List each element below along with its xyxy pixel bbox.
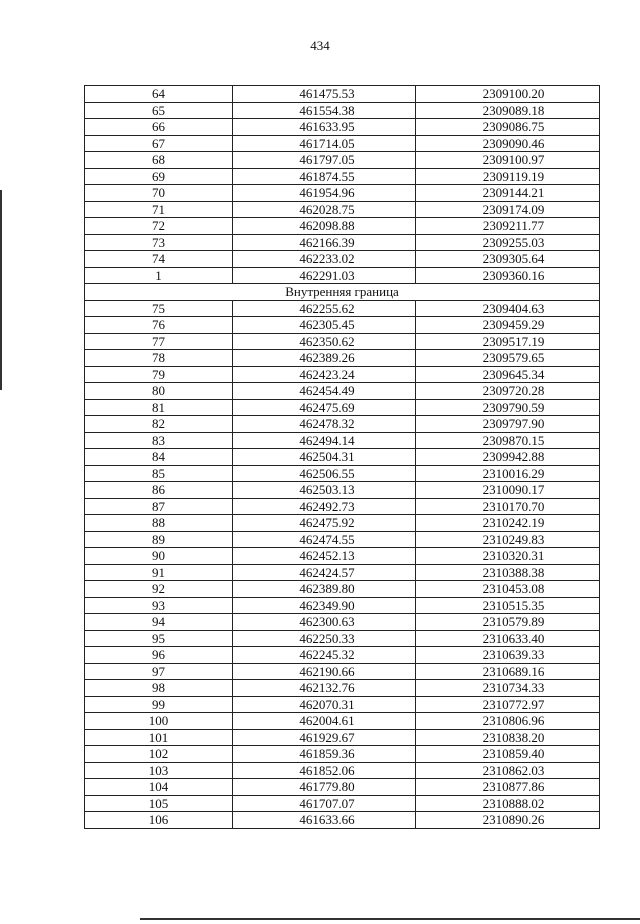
y-coordinate-cell: 2310772.97 (416, 696, 600, 713)
coordinates-rows-outer (85, 86, 600, 284)
x-coordinate-cell: 462004.61 (233, 713, 416, 730)
y-coordinate-cell: 2310170.70 (416, 498, 600, 515)
y-coordinate-cell: 2309174.09 (416, 201, 600, 218)
point-number-cell: 68 (85, 152, 233, 169)
x-coordinate-cell: 462098.88 (233, 218, 416, 235)
x-coordinate-cell: 461554.38 (233, 102, 416, 119)
y-coordinate-cell: 2310862.03 (416, 762, 600, 779)
point-number-cell: 96 (85, 647, 233, 664)
table-row (85, 333, 600, 350)
x-coordinate-cell: 461633.95 (233, 119, 416, 136)
point-number-cell: 83 (85, 432, 233, 449)
x-coordinate-cell: 461475.53 (233, 86, 416, 103)
point-number-cell: 101 (85, 729, 233, 746)
table-row (85, 564, 600, 581)
section-divider (85, 284, 600, 301)
table-row (85, 531, 600, 548)
point-number-cell: 105 (85, 795, 233, 812)
x-coordinate-cell: 461714.05 (233, 135, 416, 152)
table-row (85, 482, 600, 499)
y-coordinate-cell: 2309404.63 (416, 300, 600, 317)
point-number-cell: 90 (85, 548, 233, 565)
point-number-cell: 77 (85, 333, 233, 350)
y-coordinate-cell: 2309790.59 (416, 399, 600, 416)
x-coordinate-cell: 462475.92 (233, 515, 416, 532)
x-coordinate-cell: 461633.66 (233, 812, 416, 829)
point-number-cell: 82 (85, 416, 233, 433)
y-coordinate-cell: 2310016.29 (416, 465, 600, 482)
x-coordinate-cell: 461859.36 (233, 746, 416, 763)
y-coordinate-cell: 2310242.19 (416, 515, 600, 532)
y-coordinate-cell: 2310453.08 (416, 581, 600, 598)
x-coordinate-cell: 462424.57 (233, 564, 416, 581)
y-coordinate-cell: 2309645.34 (416, 366, 600, 383)
point-number-cell: 79 (85, 366, 233, 383)
table-row (85, 680, 600, 697)
y-coordinate-cell: 2310734.33 (416, 680, 600, 697)
y-coordinate-cell: 2310579.89 (416, 614, 600, 631)
point-number-cell: 64 (85, 86, 233, 103)
x-coordinate-cell: 462070.31 (233, 696, 416, 713)
point-number-cell: 86 (85, 482, 233, 499)
y-coordinate-cell: 2310890.26 (416, 812, 600, 829)
y-coordinate-cell: 2309100.97 (416, 152, 600, 169)
y-coordinate-cell: 2309211.77 (416, 218, 600, 235)
point-number-cell: 95 (85, 630, 233, 647)
y-coordinate-cell: 2309100.20 (416, 86, 600, 103)
y-coordinate-cell: 2309579.65 (416, 350, 600, 367)
y-coordinate-cell: 2309942.88 (416, 449, 600, 466)
point-number-cell: 70 (85, 185, 233, 202)
x-coordinate-cell: 461797.05 (233, 152, 416, 169)
table-row (85, 135, 600, 152)
point-number-cell: 73 (85, 234, 233, 251)
x-coordinate-cell: 461874.55 (233, 168, 416, 185)
y-coordinate-cell: 2310838.20 (416, 729, 600, 746)
y-coordinate-cell: 2310689.16 (416, 663, 600, 680)
point-number-cell: 92 (85, 581, 233, 598)
table-row (85, 432, 600, 449)
point-number-cell: 103 (85, 762, 233, 779)
table-row (85, 350, 600, 367)
point-number-cell: 106 (85, 812, 233, 829)
scan-edge-bottom (140, 918, 640, 920)
table-row (85, 234, 600, 251)
point-number-cell: 81 (85, 399, 233, 416)
table-row (85, 185, 600, 202)
point-number-cell: 93 (85, 597, 233, 614)
table-row (85, 119, 600, 136)
x-coordinate-cell: 462166.39 (233, 234, 416, 251)
point-number-cell: 75 (85, 300, 233, 317)
point-number-cell: 102 (85, 746, 233, 763)
x-coordinate-cell: 462474.55 (233, 531, 416, 548)
point-number-cell: 66 (85, 119, 233, 136)
table-row (85, 812, 600, 829)
table-row (85, 251, 600, 268)
point-number-cell: 104 (85, 779, 233, 796)
y-coordinate-cell: 2309459.29 (416, 317, 600, 334)
table-row (85, 498, 600, 515)
table-row (85, 399, 600, 416)
point-number-cell: 76 (85, 317, 233, 334)
point-number-cell: 91 (85, 564, 233, 581)
y-coordinate-cell: 2309089.18 (416, 102, 600, 119)
table-row (85, 383, 600, 400)
table-row (85, 168, 600, 185)
x-coordinate-cell: 462475.69 (233, 399, 416, 416)
point-number-cell: 65 (85, 102, 233, 119)
x-coordinate-cell: 461852.06 (233, 762, 416, 779)
y-coordinate-cell: 2310639.33 (416, 647, 600, 664)
point-number-cell: 80 (85, 383, 233, 400)
point-number-cell: 98 (85, 680, 233, 697)
table-row (85, 300, 600, 317)
y-coordinate-cell: 2310888.02 (416, 795, 600, 812)
table-row (85, 614, 600, 631)
table-row (85, 317, 600, 334)
point-number-cell: 72 (85, 218, 233, 235)
y-coordinate-cell: 2309720.28 (416, 383, 600, 400)
table-row (85, 218, 600, 235)
y-coordinate-cell: 2310090.17 (416, 482, 600, 499)
table-row (85, 630, 600, 647)
coordinates-rows-inner (85, 300, 600, 828)
x-coordinate-cell: 462389.26 (233, 350, 416, 367)
point-number-cell: 89 (85, 531, 233, 548)
point-number-cell: 84 (85, 449, 233, 466)
table-row (85, 597, 600, 614)
y-coordinate-cell: 2309119.19 (416, 168, 600, 185)
point-number-cell: 1 (85, 267, 233, 284)
x-coordinate-cell: 462423.24 (233, 366, 416, 383)
table-row (85, 201, 600, 218)
y-coordinate-cell: 2309305.64 (416, 251, 600, 268)
y-coordinate-cell: 2309086.75 (416, 119, 600, 136)
x-coordinate-cell: 462454.49 (233, 383, 416, 400)
x-coordinate-cell: 461929.67 (233, 729, 416, 746)
y-coordinate-cell: 2310633.40 (416, 630, 600, 647)
y-coordinate-cell: 2309255.03 (416, 234, 600, 251)
point-number-cell: 97 (85, 663, 233, 680)
y-coordinate-cell: 2310515.35 (416, 597, 600, 614)
y-coordinate-cell: 2310388.38 (416, 564, 600, 581)
x-coordinate-cell: 462506.55 (233, 465, 416, 482)
table-row (85, 548, 600, 565)
point-number-cell: 71 (85, 201, 233, 218)
table-row (85, 746, 600, 763)
table-row (85, 416, 600, 433)
x-coordinate-cell: 462349.90 (233, 597, 416, 614)
x-coordinate-cell: 462190.66 (233, 663, 416, 680)
table-row (85, 713, 600, 730)
x-coordinate-cell: 462350.62 (233, 333, 416, 350)
x-coordinate-cell: 462255.62 (233, 300, 416, 317)
point-number-cell: 78 (85, 350, 233, 367)
table-row (85, 696, 600, 713)
table-row (85, 795, 600, 812)
table-row (85, 762, 600, 779)
x-coordinate-cell: 462250.33 (233, 630, 416, 647)
x-coordinate-cell: 462494.14 (233, 432, 416, 449)
x-coordinate-cell: 462492.73 (233, 498, 416, 515)
y-coordinate-cell: 2309360.16 (416, 267, 600, 284)
y-coordinate-cell: 2310859.40 (416, 746, 600, 763)
y-coordinate-cell: 2309144.21 (416, 185, 600, 202)
x-coordinate-cell: 462233.02 (233, 251, 416, 268)
x-coordinate-cell: 462389.80 (233, 581, 416, 598)
point-number-cell: 69 (85, 168, 233, 185)
table-row (85, 152, 600, 169)
y-coordinate-cell: 2310877.86 (416, 779, 600, 796)
y-coordinate-cell: 2310320.31 (416, 548, 600, 565)
y-coordinate-cell: 2309870.15 (416, 432, 600, 449)
point-number-cell: 87 (85, 498, 233, 515)
y-coordinate-cell: 2310806.96 (416, 713, 600, 730)
x-coordinate-cell: 462305.45 (233, 317, 416, 334)
x-coordinate-cell: 462504.31 (233, 449, 416, 466)
point-number-cell: 94 (85, 614, 233, 631)
y-coordinate-cell: 2309517.19 (416, 333, 600, 350)
point-number-cell: 88 (85, 515, 233, 532)
section-label: Внутренняя граница (85, 284, 600, 301)
x-coordinate-cell: 461707.07 (233, 795, 416, 812)
x-coordinate-cell: 462300.63 (233, 614, 416, 631)
y-coordinate-cell: 2309797.90 (416, 416, 600, 433)
point-number-cell: 99 (85, 696, 233, 713)
table-row (85, 515, 600, 532)
x-coordinate-cell: 462291.03 (233, 267, 416, 284)
table-row (85, 465, 600, 482)
y-coordinate-cell: 2309090.46 (416, 135, 600, 152)
point-number-cell: 100 (85, 713, 233, 730)
coordinates-table (84, 85, 600, 829)
table-row (85, 729, 600, 746)
point-number-cell: 85 (85, 465, 233, 482)
x-coordinate-cell: 462478.32 (233, 416, 416, 433)
x-coordinate-cell: 461779.80 (233, 779, 416, 796)
section-row (85, 284, 600, 301)
x-coordinate-cell: 462452.13 (233, 548, 416, 565)
table-row (85, 663, 600, 680)
table-row (85, 86, 600, 103)
scan-edge-left (0, 190, 2, 390)
table-row (85, 267, 600, 284)
table-row (85, 366, 600, 383)
point-number-cell: 74 (85, 251, 233, 268)
x-coordinate-cell: 462503.13 (233, 482, 416, 499)
x-coordinate-cell: 461954.96 (233, 185, 416, 202)
table-row (85, 779, 600, 796)
table-row (85, 581, 600, 598)
table-row (85, 102, 600, 119)
table-row (85, 647, 600, 664)
y-coordinate-cell: 2310249.83 (416, 531, 600, 548)
x-coordinate-cell: 462245.32 (233, 647, 416, 664)
point-number-cell: 67 (85, 135, 233, 152)
x-coordinate-cell: 462028.75 (233, 201, 416, 218)
page-number: 434 (310, 38, 330, 53)
table-row (85, 449, 600, 466)
x-coordinate-cell: 462132.76 (233, 680, 416, 697)
